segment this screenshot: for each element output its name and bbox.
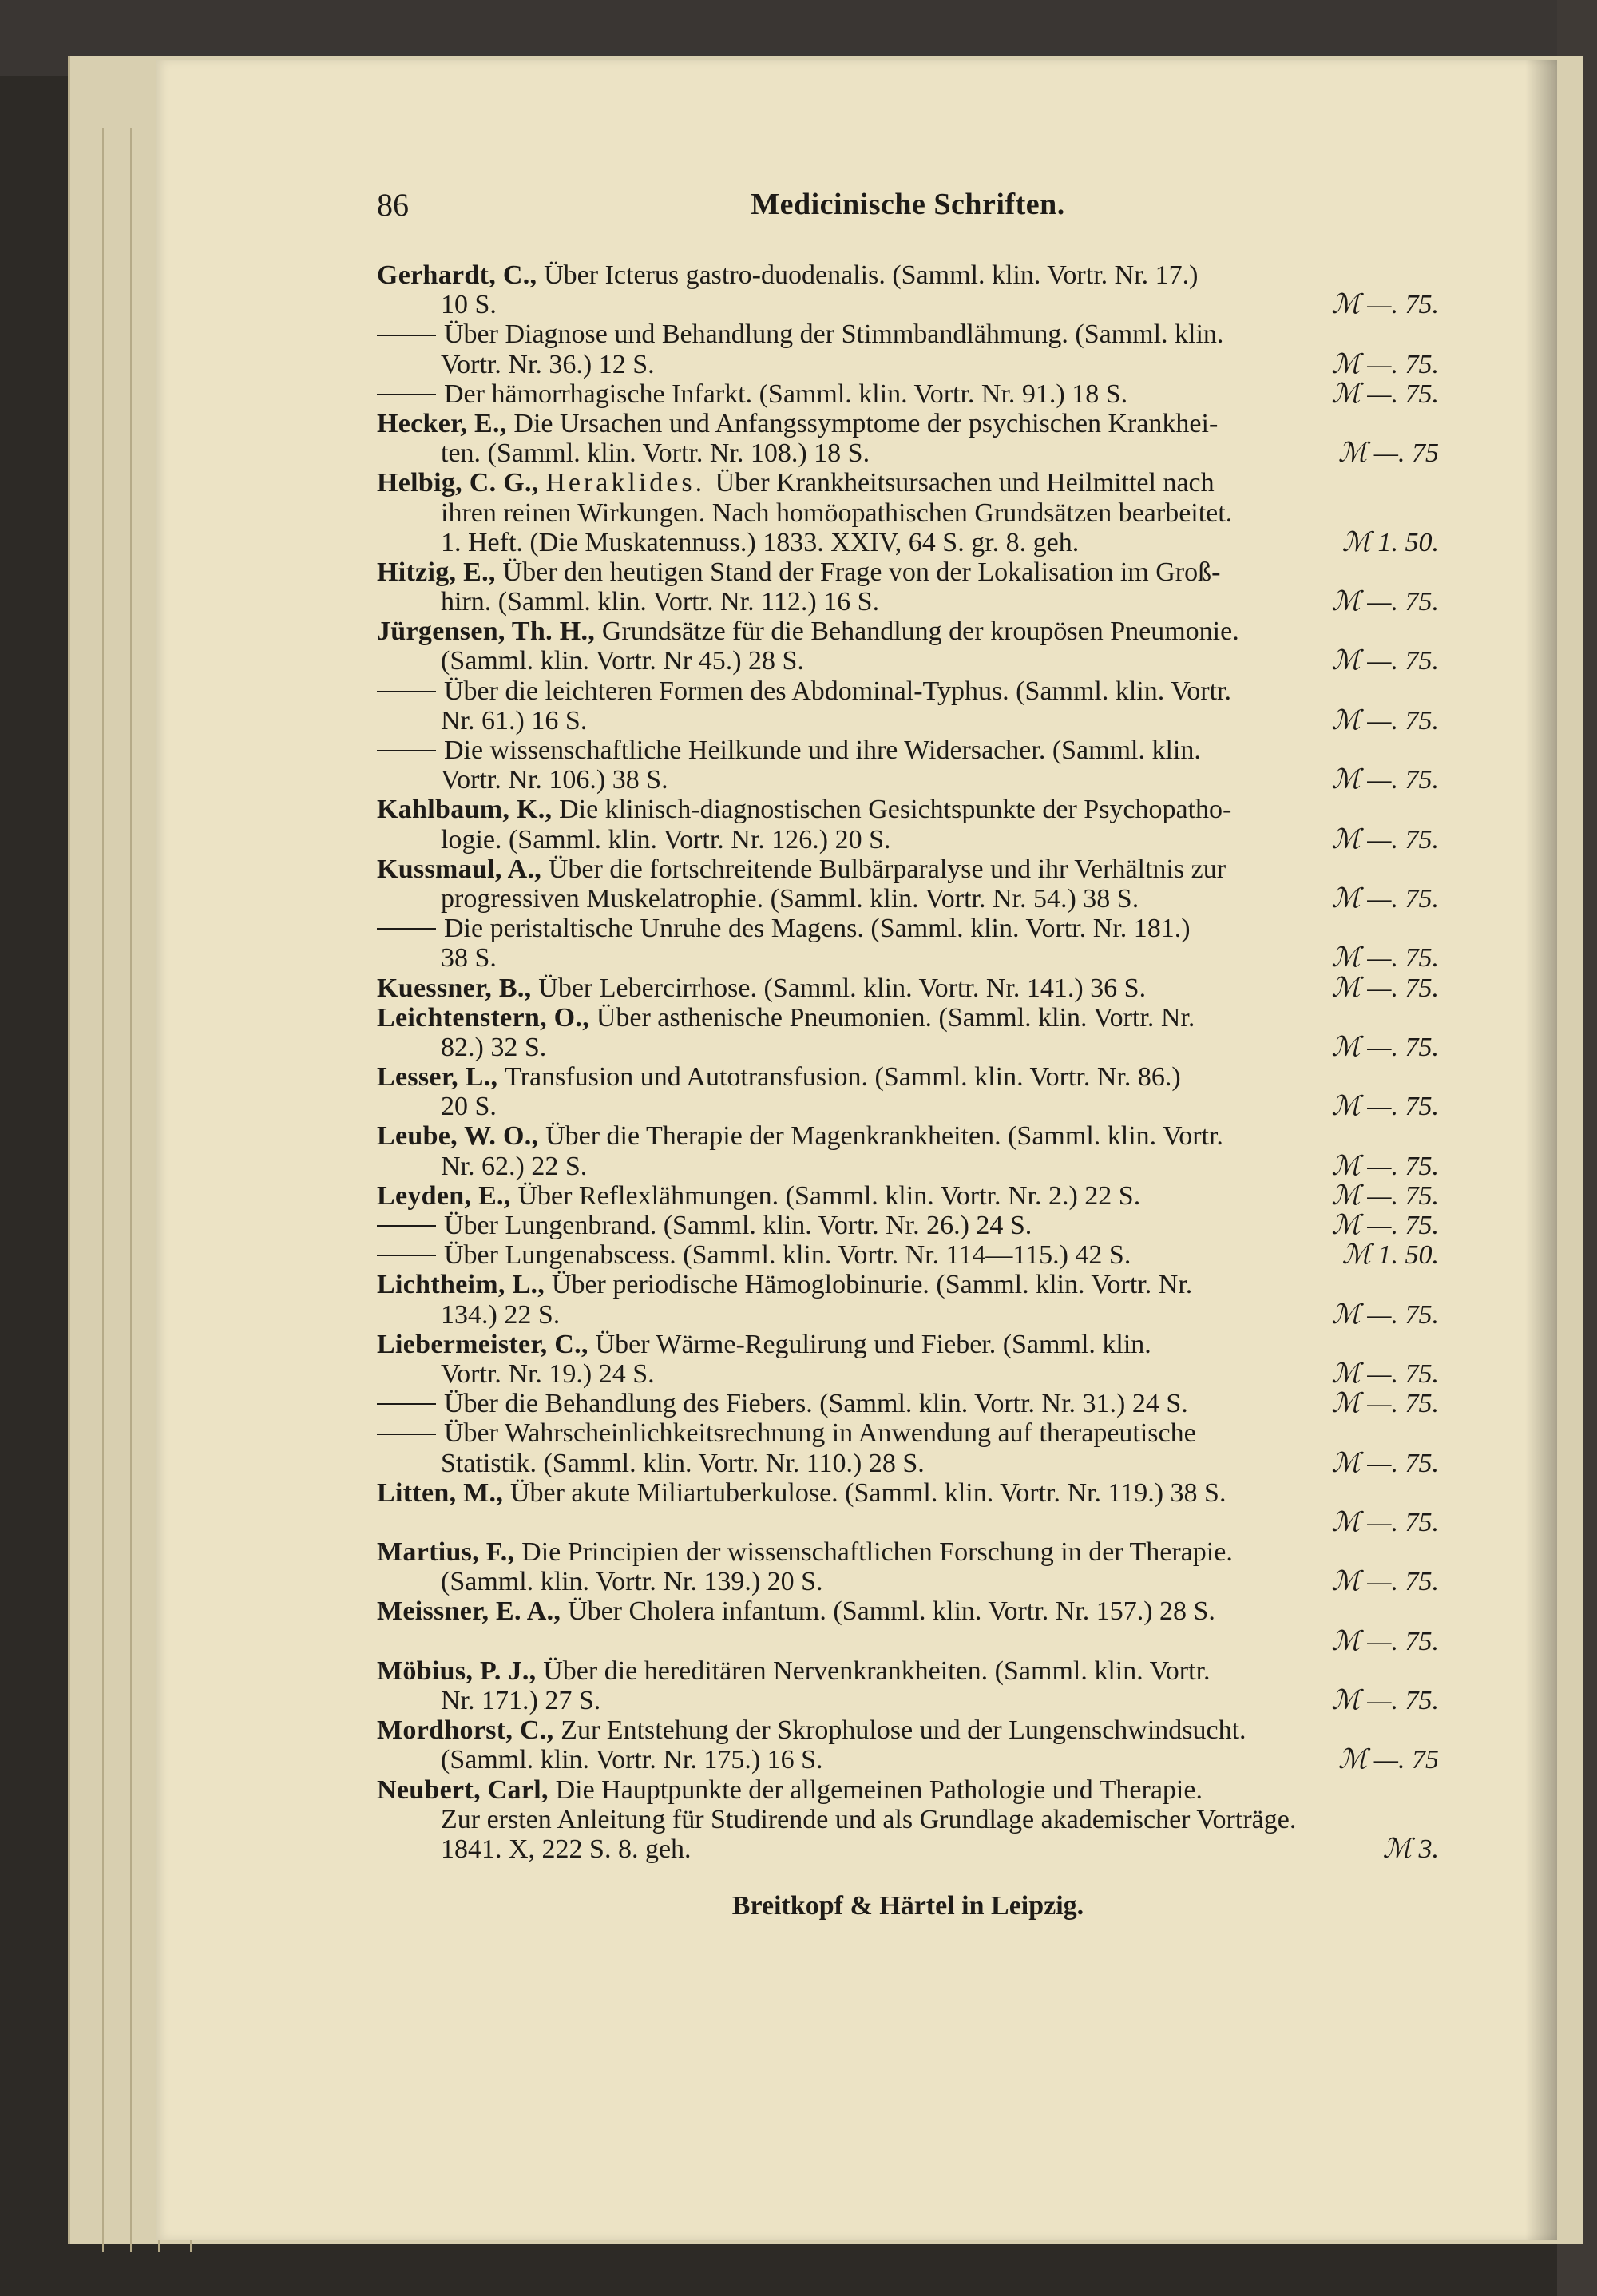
- spaced-title: Heraklides.: [545, 468, 715, 498]
- entry-text: Nr. 171.) 27 S.: [441, 1686, 601, 1715]
- bibliography-entry: [377, 1270, 1439, 1329]
- author-name: Leube, W. O.,: [377, 1121, 546, 1152]
- bibliography-entry: [377, 1062, 1439, 1121]
- entry-line: [377, 1300, 1439, 1330]
- entry-text: Die peristaltische Unruhe des Magens. (Samml. klin. Vortr. Nr. 181.): [444, 914, 1191, 944]
- price: ℳ —. 75.: [1331, 1032, 1439, 1062]
- bibliography-entry: [377, 1121, 1439, 1180]
- page-edge-line: [102, 128, 104, 2252]
- entry-line: [377, 290, 1439, 319]
- bibliography-entry: [377, 1715, 1439, 1775]
- price: ℳ —. 75.: [1331, 1358, 1439, 1389]
- author-name: Jürgensen, Th. H.,: [377, 617, 602, 647]
- entry-text: Die Hauptpunkte der allgemeinen Pathologie und Therapie.: [555, 1775, 1203, 1805]
- author-name: Litten, M.,: [377, 1477, 510, 1508]
- entry-text: Über Reflexlähmungen. (Samml. klin. Vortr. Nr. 2.) 22 S.: [517, 1180, 1141, 1211]
- price: ℳ —. 75.: [1331, 1448, 1439, 1478]
- entry-text: Die Principien der wissenschaftlichen Forschung in der Therapie.: [521, 1537, 1233, 1568]
- ditto-dash: [377, 928, 436, 930]
- entry-line: [377, 765, 1439, 795]
- entry-text: Über asthenische Pneumonien. (Samml. klin. Vortr. Nr.: [596, 1002, 1195, 1033]
- entry-line: [377, 1567, 1439, 1596]
- bibliography-entry: [377, 676, 1439, 736]
- bibliography-entry: [377, 1389, 1439, 1418]
- entry-text: Über Wahrscheinlichkeitsrechnung in Anwendung auf therapeutische: [444, 1418, 1196, 1449]
- entry-text: Nr. 61.) 16 S.: [441, 705, 588, 736]
- bibliography-entry: [377, 1537, 1439, 1596]
- entry-text: Über die Therapie der Magenkrankheiten. (Samml. klin. Vortr.: [545, 1121, 1223, 1152]
- author-name: Kahlbaum, K.,: [377, 795, 560, 825]
- author-name: Liebermeister, C.,: [377, 1329, 596, 1359]
- page-edge-line: [130, 128, 132, 2252]
- entry-line: [377, 350, 1439, 379]
- entry-line: [377, 528, 1439, 557]
- entry-line: [377, 1152, 1439, 1181]
- running-title: Medicinische Schriften.: [751, 188, 1065, 221]
- entry-text: 1841. X, 222 S. 8. geh.: [441, 1834, 692, 1864]
- bibliography-entry: [377, 409, 1439, 468]
- price: ℳ —. 75.: [1331, 1507, 1439, 1537]
- entry-text: Über Lebercirrhose. (Samml. klin. Vortr. Nr. 141.) 36 S.: [538, 973, 1147, 1003]
- publisher-footer: Breitkopf & Härtel in Leipzig.: [731, 1891, 1084, 1921]
- entry-text: Zur ersten Anleitung für Studirende und als Grundlage akademischer Vorträge.: [441, 1804, 1297, 1834]
- bibliography-entry: [377, 1181, 1439, 1211]
- entry-text: 82.) 32 S.: [441, 1032, 547, 1062]
- price: ℳ —. 75.: [1331, 1151, 1439, 1181]
- price: ℳ —. 75: [1337, 438, 1439, 469]
- price: ℳ —. 75.: [1331, 379, 1439, 409]
- entry-text: Der hämorrhagische Infarkt. (Samml. klin. Vortr. Nr. 91.) 18 S.: [444, 379, 1128, 409]
- entry-text: Transfusion und Autotransfusion. (Samml. klin. Vortr. Nr. 86.): [505, 1062, 1181, 1092]
- price: ℳ —. 75.: [1331, 883, 1439, 914]
- bibliography-entry: [377, 557, 1439, 617]
- price: ℳ —. 75.: [1331, 349, 1439, 379]
- author-name: Hecker, E.,: [377, 408, 514, 438]
- entry-line: [377, 795, 1439, 824]
- entry-line: [377, 1805, 1439, 1834]
- price: ℳ —. 75.: [1331, 1299, 1439, 1330]
- entry-line: [377, 587, 1439, 617]
- page-header: [377, 184, 1439, 232]
- entry-line: [377, 468, 1439, 498]
- entry-line: [377, 1270, 1439, 1299]
- bibliography-entry: [377, 260, 1439, 319]
- price: ℳ —. 75.: [1331, 1092, 1439, 1122]
- entry-line: [377, 1686, 1439, 1715]
- bibliography-entry: [377, 468, 1439, 557]
- price: ℳ 1. 50.: [1341, 527, 1439, 557]
- bibliography-entry: [377, 1003, 1439, 1062]
- entry-line: [377, 646, 1439, 676]
- bibliography-entry: [377, 1330, 1439, 1389]
- entry-text: Über Diagnose und Behandlung der Stimmbandlähmung. (Samml. klin.: [444, 319, 1224, 350]
- entry-line: [377, 1359, 1439, 1389]
- entry-line: [377, 1834, 1439, 1864]
- entry-line: [377, 1092, 1439, 1121]
- entry-text: 1. Heft. (Die Muskatennuss.) 1833. XXIV, 64 S. gr. 8. geh.: [441, 527, 1080, 557]
- bibliography-entry: [377, 1775, 1439, 1865]
- bibliography-entry: [377, 795, 1439, 854]
- ditto-dash: [377, 335, 436, 336]
- entry-text: ihren reinen Wirkungen. Nach homöopathischen Grundsätzen bearbeitet.: [441, 498, 1233, 528]
- ditto-dash: [377, 394, 436, 395]
- author-name: Kuessner, B.,: [377, 973, 539, 1003]
- entry-line: [377, 914, 1439, 943]
- bibliography-entry: [377, 1240, 1439, 1270]
- price: ℳ —. 75.: [1331, 765, 1439, 795]
- author-name: Kussmaul, A.,: [377, 854, 549, 884]
- bibliography-entry: [377, 974, 1439, 1003]
- ditto-dash: [377, 691, 436, 692]
- entry-text: Vortr. Nr. 36.) 12 S.: [441, 349, 655, 379]
- author-name: Gerhardt, C.,: [377, 260, 545, 290]
- author-name: Neubert, Carl,: [377, 1775, 556, 1805]
- entry-text: Über Lungenbrand. (Samml. klin. Vortr. Nr. 26.) 24 S.: [444, 1211, 1032, 1240]
- entry-line: [377, 557, 1439, 587]
- entry-text: Zur Entstehung der Skrophulose und der Lungenschwindsucht.: [561, 1715, 1246, 1746]
- page-content: [377, 184, 1439, 1921]
- price: ℳ 3.: [1382, 1834, 1439, 1864]
- entry-line: [377, 379, 1439, 409]
- entry-line: [377, 438, 1439, 468]
- price: ℳ —. 75.: [1331, 705, 1439, 736]
- entry-line: [377, 1033, 1439, 1062]
- entry-line: [377, 706, 1439, 736]
- bibliography-entry: [377, 319, 1439, 379]
- entry-line: [377, 1745, 1439, 1775]
- entry-text: Über Krankheitsursachen und Heilmittel nach: [715, 468, 1215, 498]
- entry-line: [377, 409, 1439, 438]
- bibliography-entry: [377, 1478, 1439, 1537]
- author-name: Leyden, E.,: [377, 1180, 518, 1211]
- bibliography-entry: [377, 1596, 1439, 1656]
- price: ℳ —. 75.: [1331, 646, 1439, 676]
- entry-line: [377, 1211, 1439, 1240]
- entry-text: Über Lungenabscess. (Samml. klin. Vortr. Nr. 114—115.) 42 S.: [444, 1240, 1131, 1271]
- entry-line: [377, 260, 1439, 290]
- price: ℳ —. 75.: [1331, 943, 1439, 974]
- entry-line: [377, 736, 1439, 765]
- entry-line: [377, 1062, 1439, 1092]
- ditto-dash: [377, 1255, 436, 1256]
- price: ℳ —. 75.: [1331, 1389, 1439, 1419]
- entry-line: [377, 1508, 1439, 1537]
- entry-text: progressiven Muskelatrophie. (Samml. klin. Vortr. Nr. 54.) 38 S.: [441, 883, 1139, 914]
- bibliography-entry: [377, 914, 1439, 973]
- price: ℳ —. 75.: [1331, 587, 1439, 617]
- entry-line: [377, 319, 1439, 349]
- entry-line: [377, 1003, 1439, 1033]
- bibliography-entry: [377, 855, 1439, 914]
- entry-text: 38 S.: [441, 943, 497, 974]
- entry-text: Über akute Miliartuberkulose. (Samml. klin. Vortr. Nr. 119.) 38 S.: [509, 1477, 1226, 1508]
- entry-line: [377, 1389, 1439, 1418]
- bibliography-entry: [377, 617, 1439, 676]
- entry-line: [377, 825, 1439, 855]
- entry-line: [377, 1330, 1439, 1359]
- author-name: Mordhorst, C.,: [377, 1715, 561, 1746]
- entry-line: [377, 1478, 1439, 1508]
- entry-text: Über periodische Hämoglobinurie. (Samml. klin. Vortr. Nr.: [551, 1270, 1193, 1300]
- author-name: Leichtenstern, O.,: [377, 1002, 596, 1033]
- author-name: Hitzig, E.,: [377, 557, 503, 587]
- entry-text: Über Icterus gastro-duodenalis. (Samml. klin. Vortr. Nr. 17.): [544, 260, 1199, 290]
- entry-line: [377, 884, 1439, 914]
- author-name: Helbig, C. G.,: [377, 468, 546, 498]
- entry-line: [377, 1715, 1439, 1745]
- price: ℳ —. 75: [1337, 1745, 1439, 1775]
- ditto-dash: [377, 1403, 436, 1405]
- entry-text: (Samml. klin. Vortr. Nr 45.) 28 S.: [441, 646, 804, 676]
- entry-text: 10 S.: [441, 290, 497, 320]
- bibliography-list: [377, 260, 1439, 1864]
- gutter-shadow: [1525, 60, 1557, 2240]
- entry-text: Die wissenschaftliche Heilkunde und ihre Widersacher. (Samml. klin.: [444, 736, 1201, 765]
- entry-line: [377, 1596, 1439, 1626]
- price: ℳ —. 75.: [1331, 973, 1439, 1003]
- entry-line: [377, 1656, 1439, 1686]
- bibliography-entry: [377, 1418, 1439, 1477]
- entry-line: [377, 1627, 1439, 1656]
- page-number: 86: [377, 187, 409, 223]
- bibliography-entry: [377, 1656, 1439, 1715]
- entry-text: 134.) 22 S.: [441, 1299, 561, 1330]
- entry-text: Statistik. (Samml. klin. Vortr. Nr. 110.) 28 S.: [441, 1448, 925, 1478]
- entry-text: Über den heutigen Stand der Frage von der Lokalisation im Groß-: [502, 557, 1221, 587]
- entry-line: [377, 1418, 1439, 1448]
- entry-line: [377, 974, 1439, 1003]
- entry-text: Über die Behandlung des Fiebers. (Samml. klin. Vortr. Nr. 31.) 24 S.: [444, 1389, 1188, 1419]
- price: ℳ —. 75.: [1331, 1180, 1439, 1211]
- entry-text: Vortr. Nr. 106.) 38 S.: [441, 765, 668, 795]
- entry-line: [377, 676, 1439, 706]
- entry-text: 20 S.: [441, 1092, 497, 1122]
- price: ℳ 1. 50.: [1341, 1240, 1439, 1271]
- bibliography-entry: [377, 1211, 1439, 1240]
- entry-line: [377, 855, 1439, 884]
- entry-text: Über Cholera infantum. (Samml. klin. Vortr. Nr. 157.) 28 S.: [568, 1596, 1215, 1627]
- entry-line: [377, 1121, 1439, 1151]
- entry-line: [377, 1449, 1439, 1478]
- entry-line: [377, 1181, 1439, 1211]
- entry-text: ten. (Samml. klin. Vortr. Nr. 108.) 18 S.: [441, 438, 870, 469]
- entry-line: [377, 1537, 1439, 1567]
- bibliography-entry: [377, 736, 1439, 795]
- entry-text: Über die fortschreitende Bulbärparalyse und ihr Verhältnis zur: [548, 854, 1226, 884]
- entry-line: [377, 1240, 1439, 1270]
- entry-line: [377, 1775, 1439, 1805]
- price: ℳ —. 75.: [1331, 1626, 1439, 1656]
- bibliography-entry: [377, 379, 1439, 409]
- author-name: Martius, F.,: [377, 1537, 522, 1568]
- price: ℳ —. 75.: [1331, 1567, 1439, 1597]
- entry-line: [377, 498, 1439, 528]
- entry-text: Nr. 62.) 22 S.: [441, 1151, 588, 1181]
- entry-text: Die Ursachen und Anfangssymptome der psychischen Krankhei-: [513, 408, 1219, 438]
- entry-text: logie. (Samml. klin. Vortr. Nr. 126.) 20 S.: [441, 824, 891, 855]
- entry-text: Über Wärme-Regulirung und Fieber. (Samml. klin.: [595, 1329, 1151, 1359]
- entry-text: Über die hereditären Nervenkrankheiten. (Samml. klin. Vortr.: [543, 1656, 1211, 1686]
- price: ℳ —. 75.: [1331, 1686, 1439, 1715]
- price: ℳ —. 75.: [1331, 824, 1439, 855]
- entry-text: Grundsätze für die Behandlung der kroupösen Pneumonie.: [601, 617, 1239, 647]
- price: ℳ —. 75.: [1331, 290, 1439, 320]
- entry-text: hirn. (Samml. klin. Vortr. Nr. 112.) 16 S.: [441, 587, 880, 617]
- ditto-dash: [377, 1225, 436, 1227]
- price: ℳ —. 75.: [1331, 1211, 1439, 1240]
- author-name: Meissner, E. A.,: [377, 1596, 569, 1627]
- ditto-dash: [377, 1434, 436, 1435]
- entry-text: Vortr. Nr. 19.) 24 S.: [441, 1358, 655, 1389]
- entry-line: [377, 617, 1439, 646]
- entry-text: (Samml. klin. Vortr. Nr. 139.) 20 S.: [441, 1567, 823, 1597]
- author-name: Möbius, P. J.,: [377, 1656, 544, 1686]
- author-name: Lichtheim, L.,: [377, 1270, 552, 1300]
- entry-text: (Samml. klin. Vortr. Nr. 175.) 16 S.: [441, 1745, 823, 1775]
- entry-text: Über die leichteren Formen des Abdominal-Typhus. (Samml. klin. Vortr.: [444, 676, 1231, 706]
- author-name: Lesser, L.,: [377, 1062, 505, 1092]
- entry-text: Die klinisch-diagnostischen Gesichtspunkte der Psychopatho-: [559, 795, 1232, 825]
- entry-line: [377, 943, 1439, 973]
- ditto-dash: [377, 750, 436, 751]
